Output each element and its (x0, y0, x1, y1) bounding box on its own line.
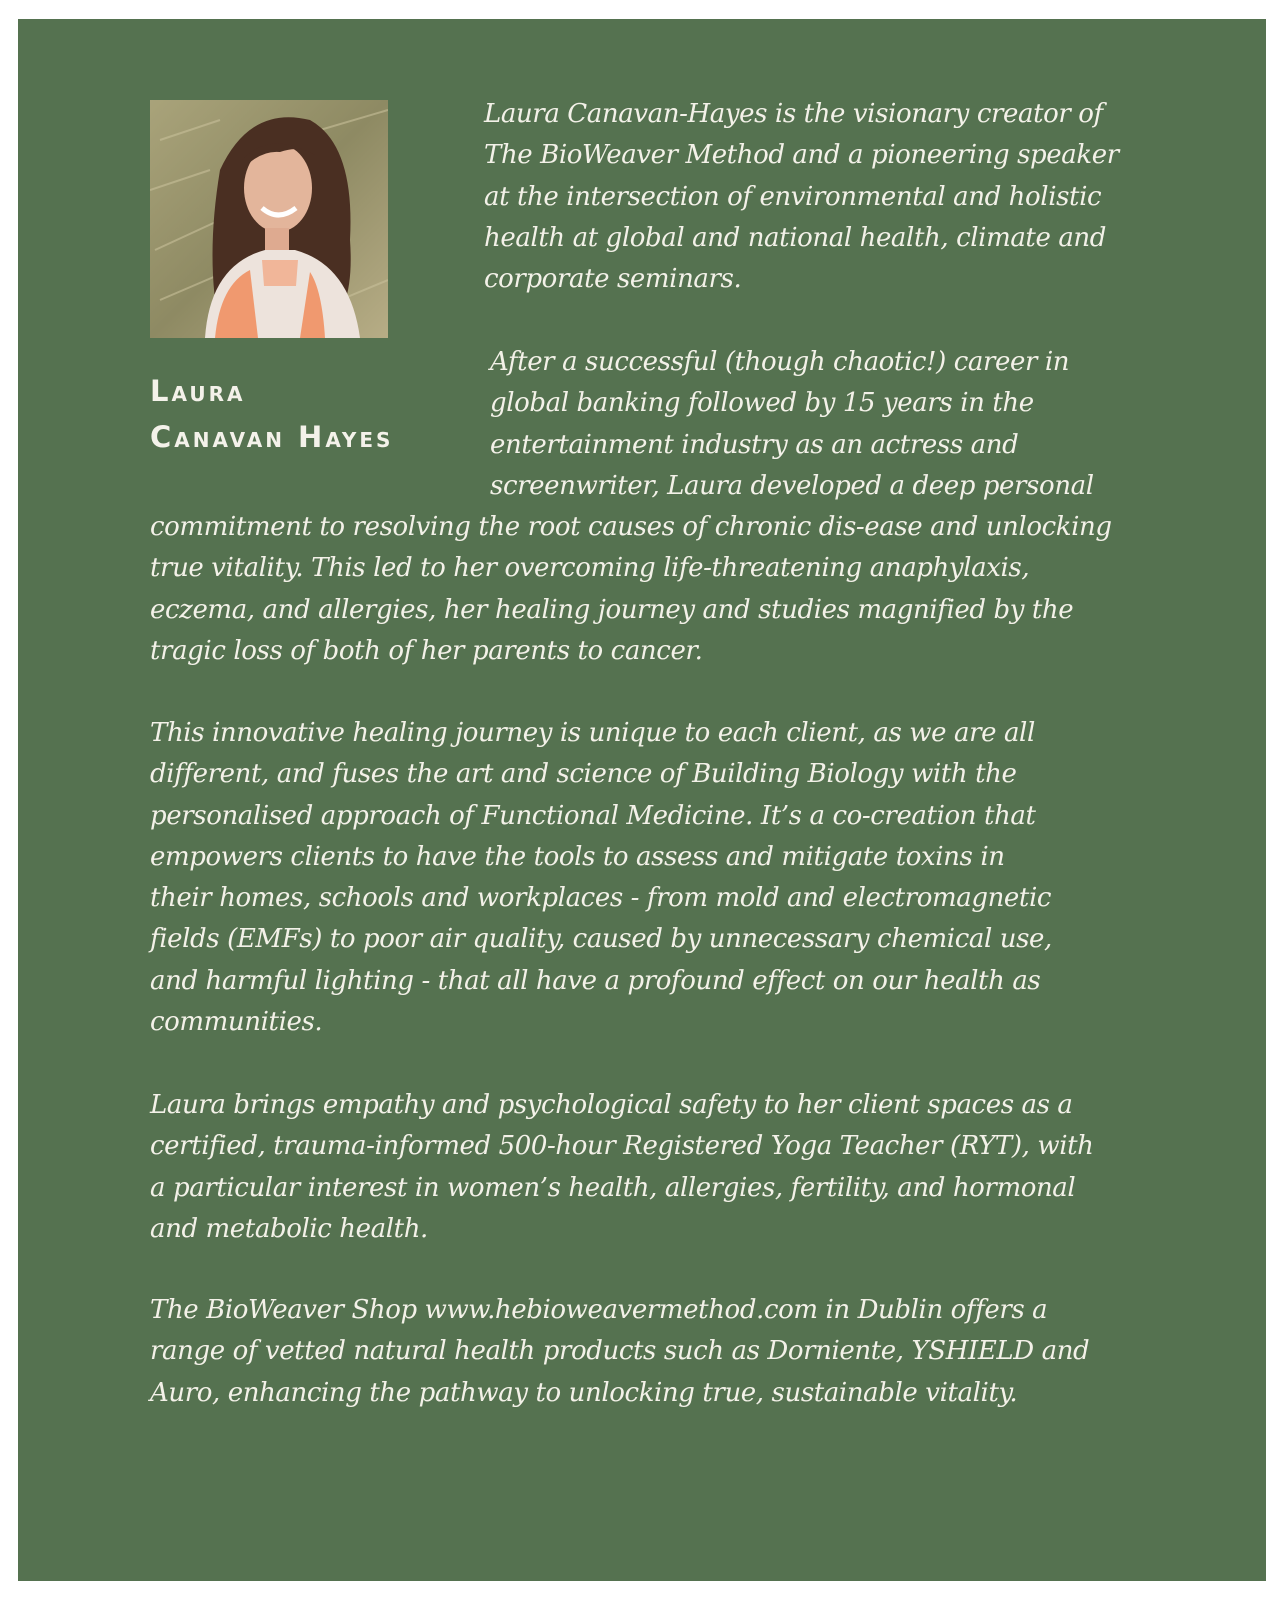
commitment-line: true vitality. This led to her overcoming life-threatening anaphylaxis, (150, 553, 1030, 584)
journey-line: personalised approach of Functional Medicine. It’s a co-creation that (150, 800, 1036, 831)
author-name (150, 368, 480, 460)
empathy-line: Laura brings empathy and psychological safety to her client spaces as a (150, 1090, 1073, 1120)
portrait-photo (150, 100, 388, 338)
career-line: screenwriter, Laura developed a deep personal (490, 470, 1094, 501)
author-name-line1: Laura (150, 374, 246, 408)
empathy-line: certified, trauma-informed 500-hour Registered Yoga Teacher (RYT), with (150, 1131, 1094, 1162)
intro-line: corporate seminars. (484, 264, 742, 295)
commitment-line: commitment to resolving the root causes of chronic dis-ease and unlocking (150, 512, 1112, 542)
intro-line: Laura Canavan-Hayes is the visionary creator of (484, 99, 1103, 129)
journey-line: their homes, schools and workplaces - from mold and electromagnetic (150, 883, 1052, 914)
shop-line: range of vetted natural health products such as Dorniente, YSHIELD and (150, 1336, 1090, 1367)
author-name-line2: Canavan Hayes (150, 420, 394, 454)
empathy-line: a particular interest in women’s health, allergies, fertility, and hormonal (150, 1172, 1076, 1203)
journey-line: different, and fuses the art and science of Building Biology with the (150, 759, 1017, 790)
portrait-illustration (150, 100, 388, 338)
journey-line: This innovative healing journey is unique to each client, as we are all (150, 718, 1035, 748)
commitment-line: tragic loss of both of her parents to cancer. (150, 635, 703, 666)
intro-paragraph (484, 94, 1119, 300)
commitment-line: eczema, and allergies, her healing journey and studies magnified by the (150, 594, 1074, 625)
career-line: global banking followed by 15 years in the (490, 388, 1034, 419)
journey-line: fields (EMFs) to poor air quality, caused by unnecessary chemical use, (150, 924, 1052, 955)
shop-line: Auro, enhancing the pathway to unlocking true, sustainable vitality. (150, 1377, 1018, 1408)
shop-line: The BioWeaver Shop www.hebioweavermethod.com in Dublin offers a (150, 1295, 1048, 1325)
journey-line: empowers clients to have the tools to assess and mitigate toxins in (150, 841, 1005, 872)
intro-line: The BioWeaver Method and a pioneering speaker (484, 140, 1119, 171)
commitment-paragraph (150, 507, 1112, 672)
intro-line: at the intersection of environmental and holistic (484, 181, 1102, 212)
career-paragraph (490, 342, 1094, 507)
career-line: entertainment industry as an actress and (490, 429, 1019, 460)
empathy-paragraph (150, 1085, 1094, 1250)
shop-paragraph (150, 1290, 1089, 1414)
journey-line: communities. (150, 1007, 323, 1038)
empathy-line: and metabolic health. (150, 1213, 428, 1244)
intro-line: health at global and national health, climate and (484, 222, 1107, 253)
journey-paragraph (150, 713, 1052, 1043)
career-line: After a successful (though chaotic!) career in (490, 347, 1070, 377)
journey-line: and harmful lighting - that all have a profound effect on our health as (150, 965, 1041, 996)
